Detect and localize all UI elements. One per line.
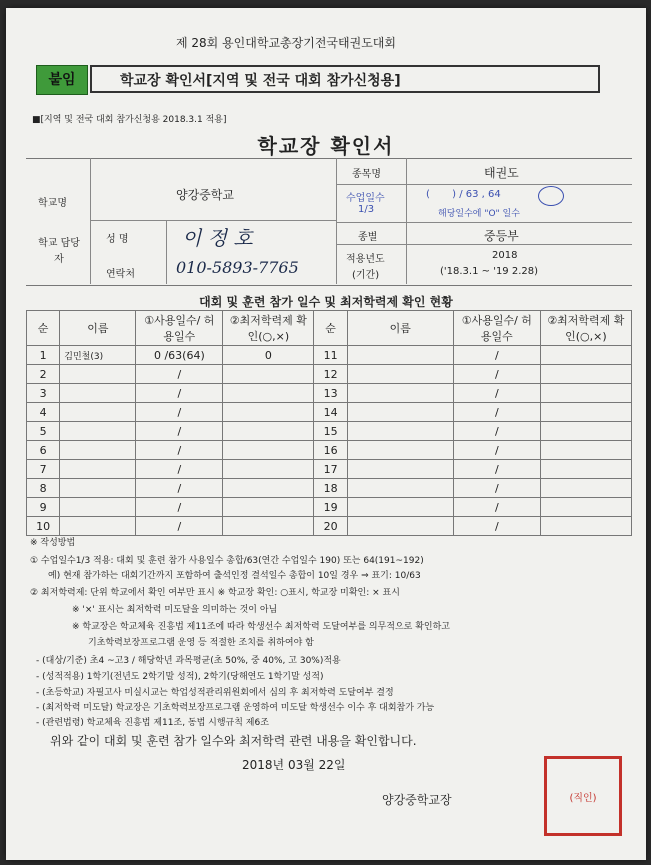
table-cell-no: 10: [27, 517, 60, 536]
table-cell-check: [223, 422, 314, 441]
table-cell-no: 11: [314, 346, 347, 365]
table-cell-check: [540, 517, 631, 536]
event-header: 제 28회 용인대학교총장기전국태권도대회: [176, 36, 396, 50]
school-name: 양강중학교: [176, 188, 234, 202]
table-cell-check: [223, 384, 314, 403]
table-cell-no: 15: [314, 422, 347, 441]
table-cell-check: [540, 479, 631, 498]
table-cell-days: /: [453, 517, 540, 536]
contact-label: 학교 담당자: [38, 238, 80, 265]
table-cell-no: 12: [314, 365, 347, 384]
table-cell-no: 1: [27, 346, 60, 365]
table-cell-name: [60, 403, 136, 422]
table-cell-name: 김민철(3): [60, 346, 136, 365]
days-label-sub: 1/3: [358, 204, 375, 215]
contact-name: 이 정 호: [182, 226, 253, 250]
table-cell-check: [223, 365, 314, 384]
table-cell-days: /: [453, 403, 540, 422]
table-cell-check: [540, 365, 631, 384]
note-line: ① 수업일수1/3 적용: 대회 및 훈련 참가 사용일수 총합/63(연간 수업일수 190) 또는 64(191~192): [30, 556, 424, 566]
divider: [336, 184, 632, 185]
table-cell-check: [223, 403, 314, 422]
category-value: 중등부: [484, 229, 519, 243]
table-cell-check: [540, 422, 631, 441]
table-cell-name: [347, 365, 453, 384]
year-value: 2018: [492, 250, 518, 261]
table-cell-days: /: [453, 498, 540, 517]
table-cell-name: [60, 441, 136, 460]
table-row: [27, 346, 632, 365]
table-cell-days: /: [136, 422, 223, 441]
event-value: 태권도: [484, 166, 519, 180]
phone-label: 연락처: [106, 269, 135, 280]
table-cell-days: /: [453, 422, 540, 441]
table-cell-check: 0: [223, 346, 314, 365]
table-cell-days: /: [136, 441, 223, 460]
table-row: [27, 403, 632, 422]
table-cell-check: [540, 441, 631, 460]
table-cell-days: /: [136, 403, 223, 422]
table-cell-no: 13: [314, 384, 347, 403]
table-cell-days: /: [453, 441, 540, 460]
seal-text: (직인): [569, 793, 597, 804]
table-cell-name: [60, 479, 136, 498]
days-hint: 해당일수에 "O" 일수: [438, 209, 520, 219]
table-row: [27, 498, 632, 517]
table-cell-check: [223, 460, 314, 479]
table-cell-check: [223, 498, 314, 517]
table-cell-name: [60, 365, 136, 384]
table-cell-name: [60, 384, 136, 403]
table-cell-no: 3: [27, 384, 60, 403]
table-cell-check: [223, 479, 314, 498]
table-cell-check: [540, 384, 631, 403]
table-cell-name: [347, 498, 453, 517]
table-cell-no: 17: [314, 460, 347, 479]
table-cell-check: [223, 517, 314, 536]
col-header: 순: [27, 311, 60, 346]
category-label: 종별: [358, 232, 378, 243]
table-cell-name: [347, 346, 453, 365]
form-note: ■[지역 및 전국 대회 참가신청용 2018.3.1 적용]: [32, 115, 227, 125]
doc-header-title: 학교장 확인서[지역 및 전국 대회 참가신청용]: [90, 65, 600, 93]
document-page: [6, 8, 646, 860]
note-line: ※ 작성방법: [30, 538, 76, 548]
table-cell-no: 20: [314, 517, 347, 536]
table-cell-check: [540, 460, 631, 479]
table-cell-no: 2: [27, 365, 60, 384]
note-line: - (최저학력 미도달) 학교장은 기초학력보장프로그램 운영하여 미도달 학생선수 이수 후 대회참가 가능: [36, 703, 435, 713]
note-line: 예) 현재 참가하는 대회기간까지 포함하여 출석인정 결석일수 총합이 10일 경우 ⇒ 표기: 10/63: [48, 571, 421, 581]
table-cell-days: /: [453, 460, 540, 479]
table-cell-check: [223, 441, 314, 460]
note-line: ※ '×' 표시는 최저학력 미도달을 의미하는 것이 아님: [72, 605, 278, 615]
table-row: [27, 479, 632, 498]
table-cell-no: 7: [27, 460, 60, 479]
table-cell-no: 4: [27, 403, 60, 422]
divider: [90, 220, 336, 221]
table-cell-name: [347, 422, 453, 441]
table-cell-days: /: [136, 384, 223, 403]
table-cell-name: [60, 517, 136, 536]
table-cell-no: 9: [27, 498, 60, 517]
school-label: 학교명: [38, 198, 67, 209]
table-row: [27, 441, 632, 460]
note-line: - (대상/기준) 초4 ~고3 / 해당학년 과목평균(초 50%, 중 40%, 고 30%)적용: [36, 656, 341, 666]
table-cell-days: /: [453, 384, 540, 403]
table-cell-name: [60, 460, 136, 479]
year-label-sub: (기간): [352, 270, 380, 281]
table-cell-no: 6: [27, 441, 60, 460]
table-cell-check: [540, 403, 631, 422]
table-header-row: [27, 311, 632, 346]
days-value: ( ) / 63 , 64: [426, 189, 501, 200]
table-cell-name: [347, 441, 453, 460]
participation-table: [26, 310, 632, 536]
table-cell-days: /: [136, 517, 223, 536]
table-cell-name: [347, 384, 453, 403]
table-cell-name: [347, 460, 453, 479]
table-cell-no: 5: [27, 422, 60, 441]
table-cell-days: /: [453, 346, 540, 365]
col-header: ①사용일수/ 허용일수: [136, 311, 223, 346]
col-header: 이름: [60, 311, 136, 346]
days-label: 수업일수: [346, 193, 385, 204]
table-body: [27, 346, 632, 536]
table-row: [27, 460, 632, 479]
table-title: 대회 및 훈련 참가 일수 및 최저학력제 확인 현황: [199, 295, 453, 309]
table-cell-days: /: [453, 365, 540, 384]
divider: [336, 222, 632, 223]
table-cell-days: /: [136, 460, 223, 479]
table-cell-days: 0 /63(64): [136, 346, 223, 365]
table-cell-days: /: [453, 479, 540, 498]
table-cell-no: 14: [314, 403, 347, 422]
official-seal: [544, 756, 622, 836]
note-line: - (초등학교) 자필고사 미실시교는 학업성적관리위원회에서 심의 후 최저학력 도달여부 결정: [36, 688, 394, 698]
table-cell-check: [540, 498, 631, 517]
note-line: ※ 학교장은 학교체육 진흥법 제11조에 따라 학생선수 최저학력 도달여부를 의무적으로 확인하고: [72, 622, 450, 632]
table-cell-no: 18: [314, 479, 347, 498]
table-cell-name: [347, 479, 453, 498]
table-cell-no: 19: [314, 498, 347, 517]
table-cell-name: [347, 403, 453, 422]
period-value: ('18.3.1 ~ '19 2.28): [440, 266, 539, 277]
table-cell-check: [540, 346, 631, 365]
document-title: 학교장 확인서: [257, 134, 395, 158]
divider: [166, 221, 167, 284]
table-cell-name: [60, 422, 136, 441]
table-row: [27, 517, 632, 536]
table-cell-name: [60, 498, 136, 517]
confirmation-date: 2018년 03월 22일: [242, 758, 346, 772]
event-label: 종목명: [352, 169, 381, 180]
note-line: 기초학력보장프로그램 운영 등 적절한 조치를 취하여야 함: [88, 638, 314, 648]
table-cell-days: /: [136, 365, 223, 384]
col-header: ②최저학력제 확인(○,×): [540, 311, 631, 346]
col-header: 순: [314, 311, 347, 346]
table-cell-days: /: [136, 479, 223, 498]
attachment-tag: 붙임: [36, 65, 88, 95]
divider: [336, 158, 337, 284]
table-row: [27, 365, 632, 384]
divider: [90, 158, 91, 284]
col-header: ①사용일수/ 허용일수: [453, 311, 540, 346]
table-row: [27, 422, 632, 441]
table-cell-name: [347, 517, 453, 536]
col-header: 이름: [347, 311, 453, 346]
table-cell-no: 8: [27, 479, 60, 498]
circle-mark: [538, 186, 564, 206]
signer-name: 양강중학교장: [382, 793, 452, 807]
col-header: ②최저학력제 확인(○,×): [223, 311, 314, 346]
note-line: ② 최저학력제: 단위 학교에서 확인 여부만 표시 ※ 학교장 확인: ○표시, 학교장 미확인: × 표시: [30, 588, 400, 598]
divider: [406, 158, 407, 284]
note-line: - (성적적용) 1학기(전년도 2학기말 성적), 2학기(당해연도 1학기말 성적): [36, 672, 324, 682]
note-line: - (관련법령) 학교체육 진흥법 제11조, 동법 시행규칙 제6조: [36, 718, 269, 728]
name-label: 성 명: [106, 234, 129, 245]
contact-phone: 010-5893-7765: [176, 258, 299, 277]
divider: [336, 244, 632, 245]
table-cell-days: /: [136, 498, 223, 517]
year-label: 적용년도: [346, 254, 385, 265]
table-row: [27, 384, 632, 403]
table-cell-no: 16: [314, 441, 347, 460]
confirmation-statement: 위와 같이 대회 및 훈련 참가 일수와 최저학력 관련 내용을 확인합니다.: [50, 734, 417, 748]
